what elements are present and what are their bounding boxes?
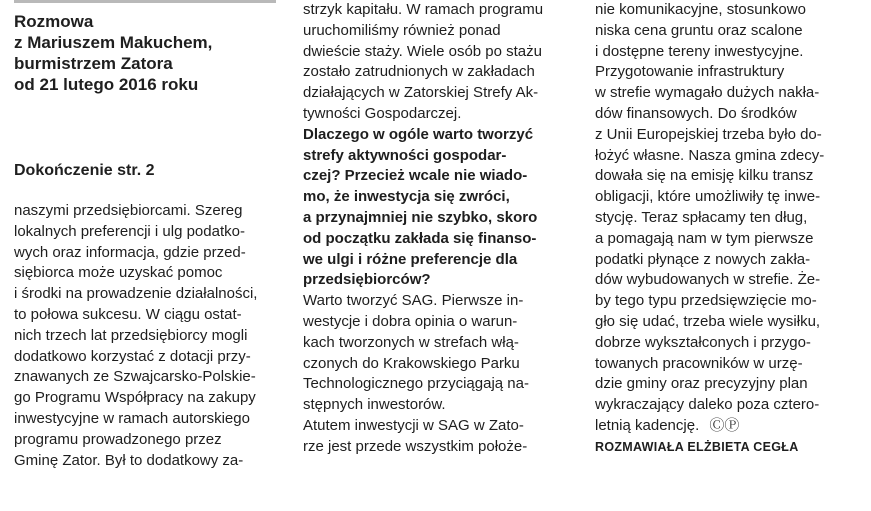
text-line: i dostępne tereny inwestycyjne. bbox=[595, 42, 804, 60]
question-line: Dlaczego w ogóle warto tworzyć bbox=[303, 125, 534, 143]
question-line: we ulgi i różne preferencje dla bbox=[303, 250, 518, 268]
text-line: łożyć własne. Nasza gmina zdecy- bbox=[595, 146, 825, 164]
text-line: to połowa sukcesu. W ciągu ostat- bbox=[14, 305, 242, 323]
article-paragraph bbox=[14, 201, 257, 471]
text-line: uruchomiliśmy również ponad bbox=[303, 21, 501, 39]
text-line: czonych do Krakowskiego Parku bbox=[303, 354, 520, 372]
text-line: dowała się na emisję kilku transz bbox=[595, 167, 814, 185]
text-line: zostało zatrudnionych w zakładach bbox=[303, 63, 535, 81]
text-line: dów wybudowanych w strefie. Że- bbox=[595, 271, 821, 289]
text-line: rze jest przede wszystkim położe- bbox=[303, 437, 528, 455]
text-line: kach tworzonych w strefach włą- bbox=[303, 333, 519, 351]
continued-label: Dokończenie str. 2 bbox=[14, 162, 155, 179]
text-line-last bbox=[595, 416, 824, 437]
text-line: stycję. Teraz spłacamy ten dług, bbox=[595, 208, 808, 226]
top-rule bbox=[14, 0, 276, 3]
text-line: strzyk kapitału. W ramach programu bbox=[303, 1, 544, 18]
question-line: od początku zakłada się finanso- bbox=[303, 229, 537, 247]
text-line: niska cena gruntu oraz scalone bbox=[595, 21, 803, 39]
text-line: lokalnych preferencji i ulg podatko- bbox=[14, 222, 245, 240]
text-line: wych oraz informacja, gdzie przed- bbox=[14, 243, 246, 261]
text-line: naszymi przedsiębiorcami. Szereg bbox=[14, 202, 243, 219]
text-line: dwieście staży. Wiele osób po stażu bbox=[303, 42, 542, 60]
text-line: inwestycyjne w ramach autorskiego bbox=[14, 409, 250, 427]
text-line: dów finansowych. Do środków bbox=[595, 104, 797, 122]
text-line: letnią kadencję. bbox=[595, 416, 700, 434]
question-line: czej? Przecież wcale nie wiado- bbox=[303, 167, 528, 185]
title-line: Rozmowa bbox=[14, 12, 94, 31]
text-line: Gminę Zator. Był to dodatkowy za- bbox=[14, 451, 244, 469]
text-line: działających w Zatorskiej Strefy Ak- bbox=[303, 84, 539, 102]
text-line: Technologicznego przyciągają na- bbox=[303, 375, 529, 393]
title-line: burmistrzem Zatora bbox=[14, 54, 173, 73]
text-line: stępnych inwestorów. bbox=[303, 396, 446, 414]
text-line: dobrze wykształconych i przygo- bbox=[595, 333, 811, 351]
text-line: westycje i dobra opinia o warun- bbox=[303, 312, 518, 330]
text-line: nich trzech lat przedsiębiorcy mogli bbox=[14, 326, 248, 344]
text-line: by tego typu przedsięwzięcie mo- bbox=[595, 292, 817, 310]
text-line: gło się udać, trzeba wiele wysiłku, bbox=[595, 312, 821, 330]
text-line: Warto tworzyć SAG. Pierwsze in- bbox=[303, 292, 524, 310]
title-line: od 21 lutego 2016 roku bbox=[14, 75, 199, 94]
text-line: Przygotowanie infrastruktury bbox=[595, 63, 785, 81]
text-line: z Unii Europejskiej trzeba było do- bbox=[595, 125, 822, 143]
article-paragraph bbox=[303, 0, 543, 458]
end-mark: ⒸⓅ bbox=[709, 416, 740, 434]
text-line: dzie gminy oraz precyzyjny plan bbox=[595, 375, 808, 393]
question-line: strefy aktywności gospodar- bbox=[303, 146, 507, 164]
text-line: i środki na prowadzenie działalności, bbox=[14, 285, 258, 303]
text-line: Atutem inwestycji w SAG w Zato- bbox=[303, 416, 524, 434]
text-line: dodatkowo korzystać z dotacji przy- bbox=[14, 347, 251, 365]
article-paragraph bbox=[595, 0, 824, 458]
author-credit: ROZMAWIAŁA ELŻBIETA CEGŁA bbox=[595, 439, 799, 454]
text-line: a pomagają nam w tym pierwsze bbox=[595, 229, 814, 247]
text-line: programu prowadzonego przez bbox=[14, 430, 222, 448]
text-line: podatki płynące z nowych zakła- bbox=[595, 250, 811, 268]
title-line: z Mariuszem Makuchem, bbox=[14, 33, 213, 52]
question-line: a przynajmniej nie szybko, skoro bbox=[303, 208, 538, 226]
text-line: w strefie wymagało dużych nakła- bbox=[595, 84, 820, 102]
text-line: go Programu Współpracy na zakupy bbox=[14, 389, 256, 407]
interview-question bbox=[303, 125, 543, 291]
text-line: towanych pracowników w urzę- bbox=[595, 354, 803, 372]
text-line: obligacji, które umożliwiły tę inwe- bbox=[595, 188, 821, 206]
interview-box-title bbox=[14, 11, 276, 95]
question-line: mo, że inwestycja się zwróci, bbox=[303, 188, 510, 206]
text-line: znawanych ze Szwajcarsko-Polskie- bbox=[14, 368, 256, 386]
text-line: wykraczający daleko poza cztero- bbox=[595, 396, 820, 414]
text-line: siębiorca może uzyskać pomoc bbox=[14, 264, 223, 282]
text-line: tywności Gospodarczej. bbox=[303, 104, 462, 122]
question-line: przedsiębiorców? bbox=[303, 271, 431, 289]
text-line: nie komunikacyjne, stosunkowo bbox=[595, 1, 806, 18]
